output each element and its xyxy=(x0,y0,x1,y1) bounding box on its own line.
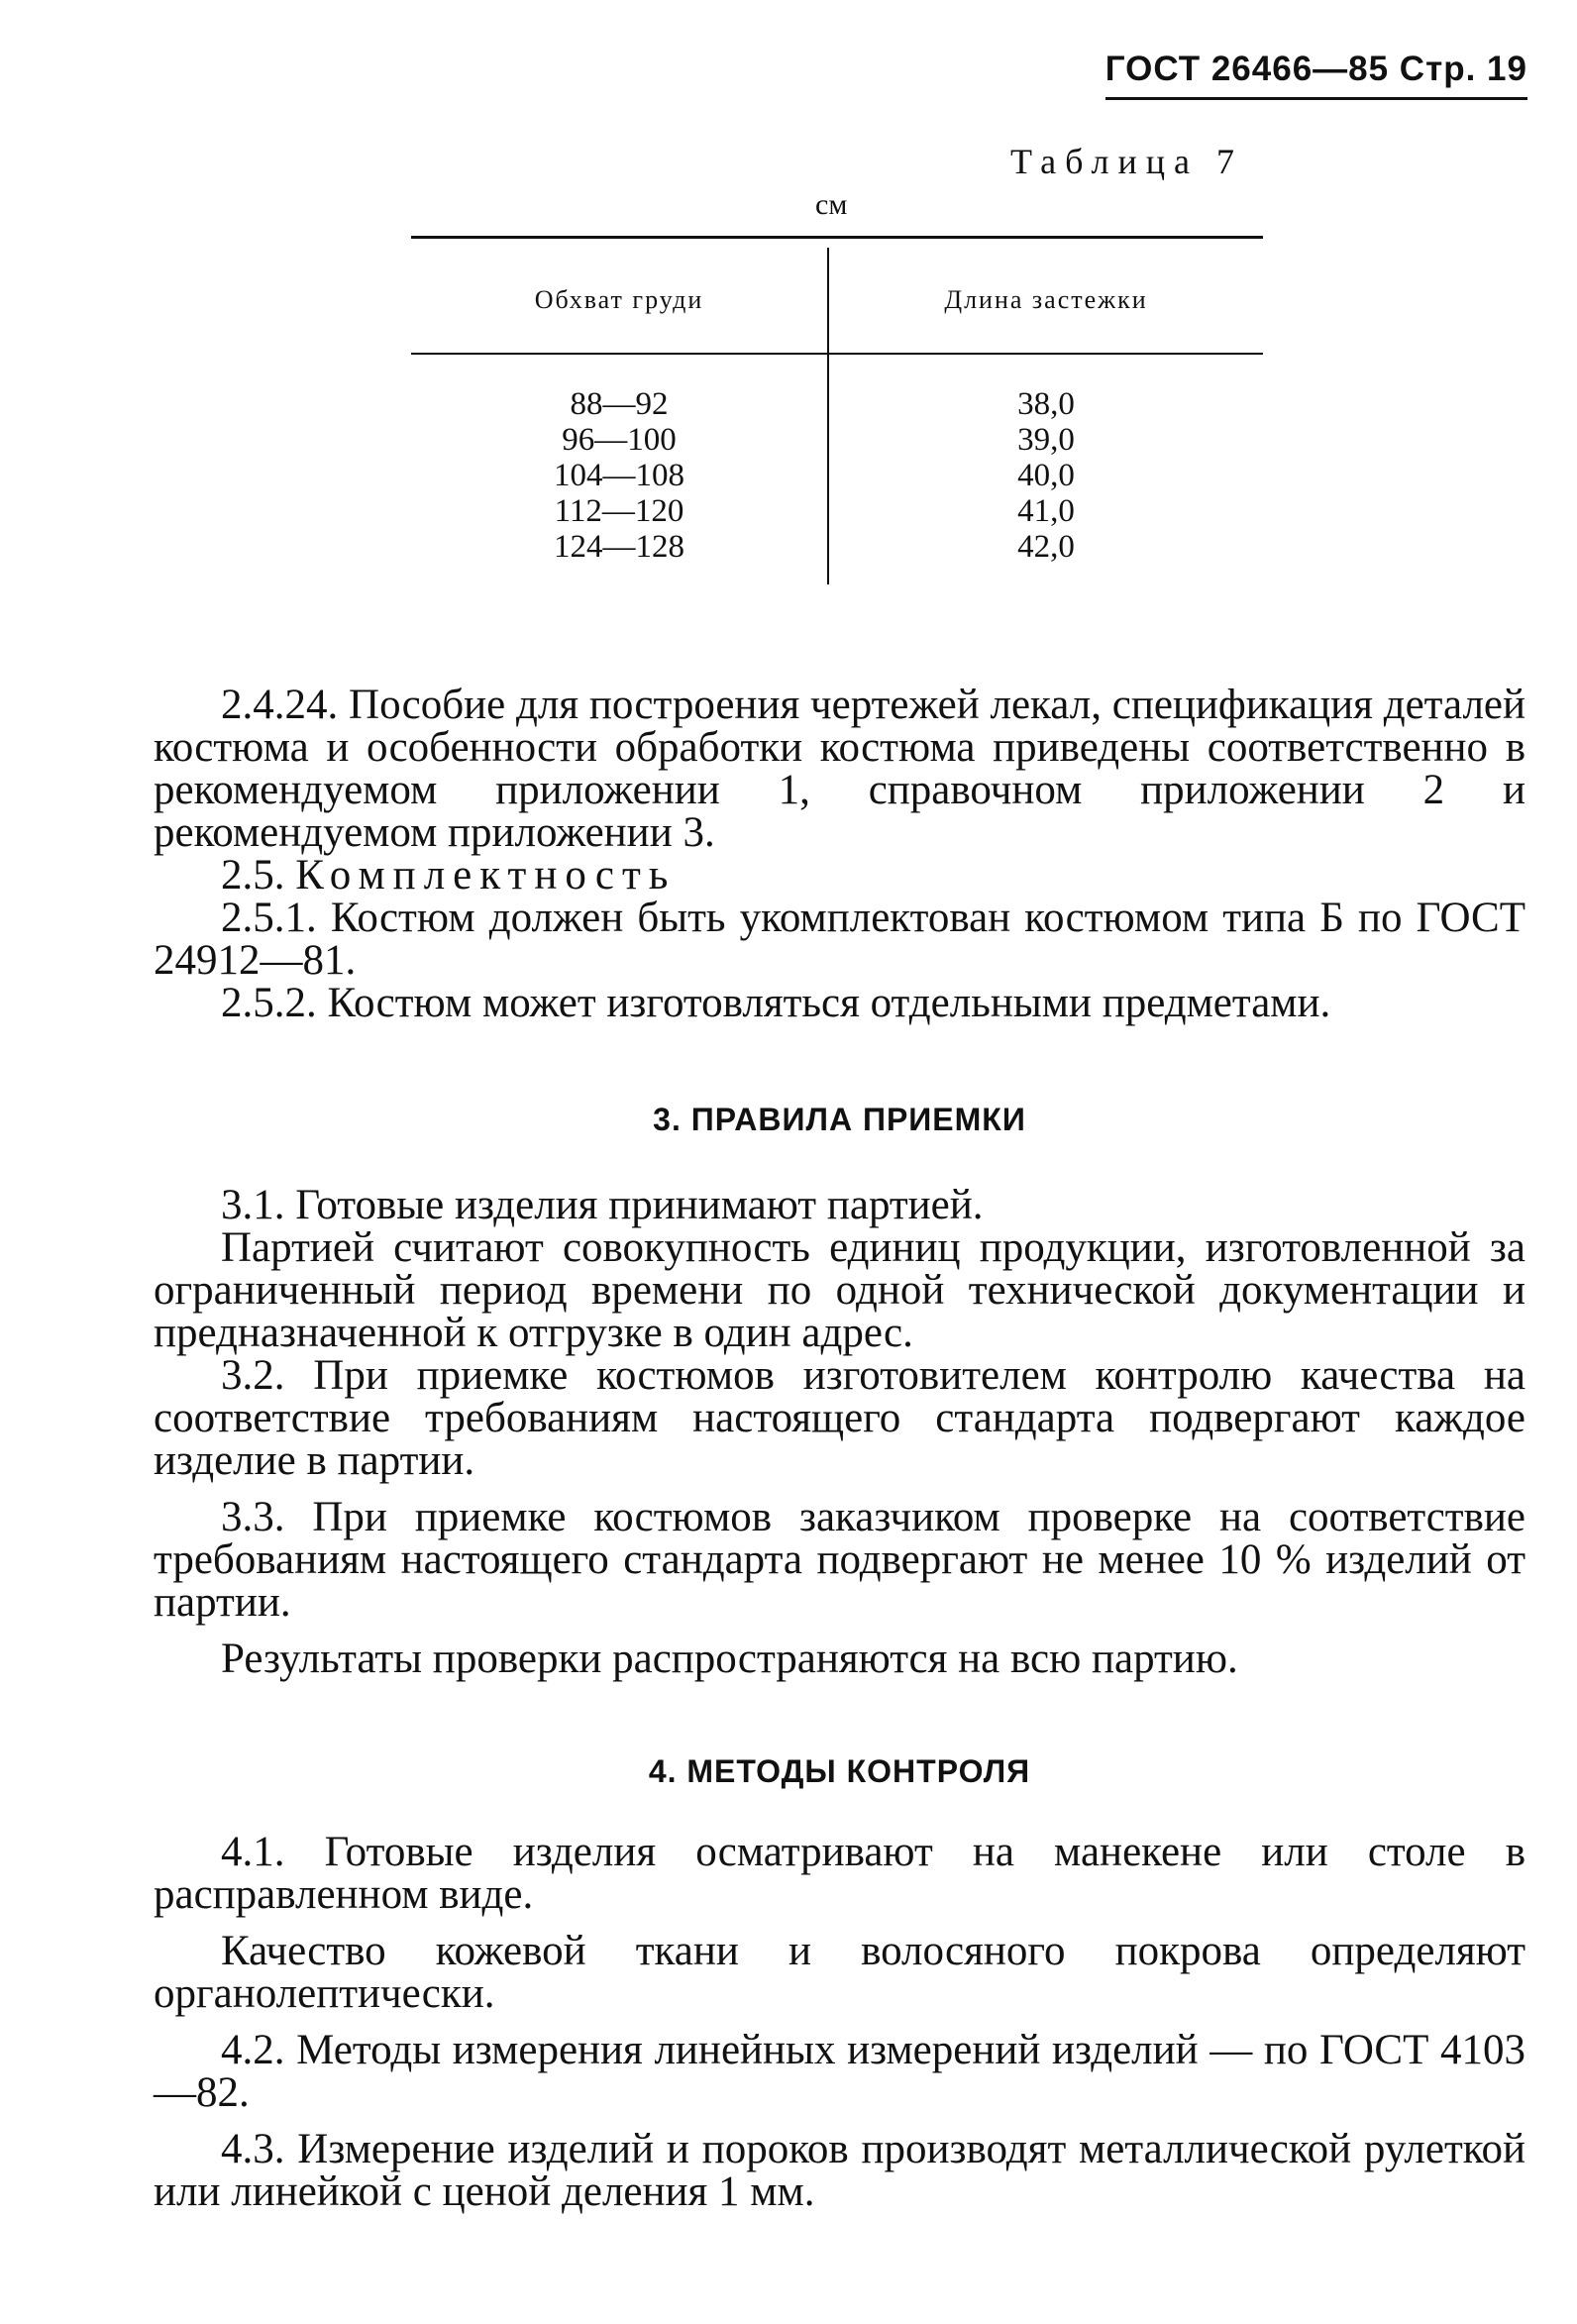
section-3-title: 3. ПРАВИЛА ПРИЕМКИ xyxy=(653,1102,1026,1137)
table-cell: 88—92 xyxy=(570,386,669,422)
table-cell: 38,0 xyxy=(1017,386,1075,422)
table-cell: 40,0 xyxy=(1017,458,1075,493)
paragraph-3-2: 3.2. При приемке костюмов изготовителем контролю качества на соответствие требованиям настоящего стандарта подвергают каждое изделие в партии. xyxy=(154,1352,1525,1484)
table-caption: Таблица 7 xyxy=(1010,142,1243,181)
paragraph-2-5-1: 2.5.1. Костюм должен быть укомплектован костюмом типа Б по ГОСТ 24912—81. xyxy=(154,895,1525,984)
paragraph-2-5-number: 2.5. xyxy=(221,852,285,898)
table-cell: 41,0 xyxy=(1017,493,1075,529)
table-top-rule xyxy=(411,236,1263,239)
table-cell: 39,0 xyxy=(1017,422,1075,458)
section-4-title: 4. МЕТОДЫ КОНТРОЛЯ xyxy=(648,1753,1031,1789)
column-header-fastener-length: Длина застежки xyxy=(944,285,1148,314)
paragraph-2-5-title: Комплектность xyxy=(295,852,677,898)
table-unit: см xyxy=(815,188,848,221)
paragraph-3-3-b: Результаты проверки распространяются на всю партию. xyxy=(221,1636,1238,1682)
paragraph-2-5-2: 2.5.2. Костюм может изготовляться отдельными предметами. xyxy=(221,980,1331,1026)
paragraph-2-5 xyxy=(154,854,1525,897)
column-fastener-values xyxy=(829,386,1263,565)
table-cell: 112—120 xyxy=(554,493,684,529)
paragraph-3-1-b: Партией считают совокупность единиц продукции, изготовленной за ограниченный период времени по одной технической документации и предназначенной к отгрузке в один адрес. xyxy=(154,1224,1525,1356)
size-table xyxy=(411,236,1263,582)
paragraph-4-2: 4.2. Методы измерения линейных измерений изделий — по ГОСТ 4103—82. xyxy=(154,2027,1525,2116)
section-4-text xyxy=(154,1831,1525,2213)
paragraph-4-1: 4.1. Готовые изделия осматривают на манекене или столе в расправленном виде. xyxy=(154,1829,1525,1918)
paragraph-2-4-24: 2.4.24. Пособие для построения чертежей лекал, спецификация деталей костюма и особенности обработки костюма приведены соответственно в рекомендуемом приложении 1, справочном приложении 2 и рекомендуемом приложении 3. xyxy=(154,682,1525,856)
paragraph-3-3: 3.3. При приемке костюмов заказчиком проверке на соответствие требованиям настоящего стандарта подвергают не менее 10 % изделий от партии. xyxy=(154,1494,1525,1626)
section-3-text xyxy=(154,1184,1525,1680)
table-cell: 104—108 xyxy=(554,458,684,493)
table-cell: 96—100 xyxy=(562,422,677,458)
section-2-text xyxy=(154,684,1525,1024)
table-cell: 42,0 xyxy=(1017,529,1075,565)
column-chest-values xyxy=(411,386,827,565)
paragraph-4-1-b: Качество кожевой ткани и волосяного покрова определяют органолептически. xyxy=(154,1928,1525,2017)
paragraph-4-3: 4.3. Измерение изделий и пороков производят металлической рулеткой или линейкой с ценой деления 1 мм. xyxy=(154,2126,1525,2215)
table-cell: 124—128 xyxy=(554,529,684,565)
table-header-rule xyxy=(411,353,1263,355)
paragraph-3-1: 3.1. Готовые изделия принимают партией. xyxy=(221,1182,984,1228)
page-header: ГОСТ 26466—85 Стр. 19 xyxy=(1105,50,1527,100)
column-header-chest: Обхват груди xyxy=(534,285,704,314)
